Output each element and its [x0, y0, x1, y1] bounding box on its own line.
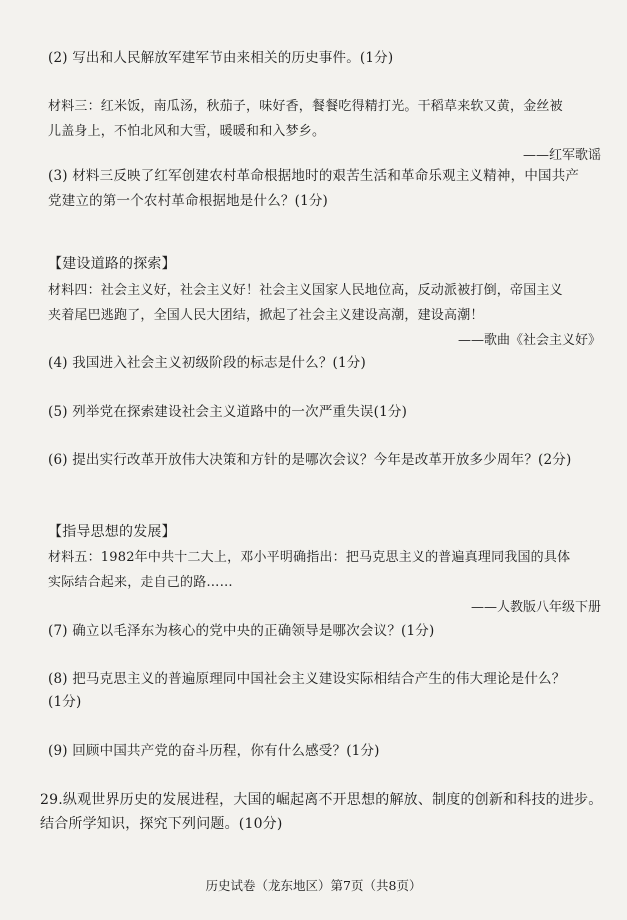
- material-4-source: ——歌曲《社会主义好》: [457, 333, 601, 348]
- material-4-line-1: 材料四：社会主义好，社会主义好！社会主义国家人民地位高，反动派被打倒，帝国主义: [48, 283, 563, 298]
- question-7: (7) 确立以毛泽东为核心的党中央的正确领导是哪次会议？(1分): [48, 623, 435, 639]
- question-29-line-2: 结合所学知识，探究下列问题。(10分): [40, 816, 283, 832]
- material-3-line-1: 材料三：红米饭，南瓜汤，秋茄子，味好香，餐餐吃得精打光。干稻草来软又黄，金丝被: [48, 99, 563, 114]
- question-5: (5) 列举党在探索建设社会主义道路中的一次严重失误(1分): [48, 404, 408, 420]
- question-29-line-1: 29.纵观世界历史的发展进程，大国的崛起离不开思想的解放、制度的创新和科技的进步。: [40, 792, 603, 808]
- material-5-line-2: 实际结合起来，走自己的路……: [48, 575, 233, 590]
- material-3-line-2: 儿盖身上，不怕北风和大雪，暖暖和和入梦乡。: [48, 124, 326, 139]
- question-2: (2) 写出和人民解放军建军节由来相关的历史事件。(1分): [48, 50, 394, 66]
- question-3-line-1: (3) 材料三反映了红军创建农村革命根据地时的艰苦生活和革命乐观主义精神，中国共产: [48, 168, 580, 184]
- question-6: (6) 提出实行改革开放伟大决策和方针的是哪次会议？今年是改革开放多少周年？(2分): [48, 452, 572, 468]
- section-heading-construction: 【建设道路的探索】: [48, 256, 176, 272]
- question-8-line-2: (1分): [48, 694, 82, 710]
- section-heading-thought: 【指导思想的发展】: [48, 524, 176, 540]
- material-3-source: ——红军歌谣: [522, 148, 601, 163]
- page-footer: 历史试卷（龙东地区）第7页（共8页）: [205, 878, 422, 893]
- question-3-line-2: 党建立的第一个农村革命根据地是什么？(1分): [48, 193, 329, 209]
- question-4: (4) 我国进入社会主义初级阶段的标志是什么？(1分): [48, 355, 366, 371]
- question-8-line-1: (8) 把马克思主义的普遍原理同中国社会主义建设实际相结合产生的伟大理论是什么？: [48, 671, 566, 687]
- question-9: (9) 回顾中国共产党的奋斗历程，你有什么感受？(1分): [48, 743, 380, 759]
- material-5-source: ——人教版八年级下册: [470, 600, 601, 615]
- material-4-line-2: 夹着尾巴逃跑了，全国人民大团结，掀起了社会主义建设高潮，建设高潮！: [48, 308, 484, 323]
- material-5-line-1: 材料五：1982年中共十二大上，邓小平明确指出：把马克思主义的普遍真理同我国的具体: [48, 550, 571, 565]
